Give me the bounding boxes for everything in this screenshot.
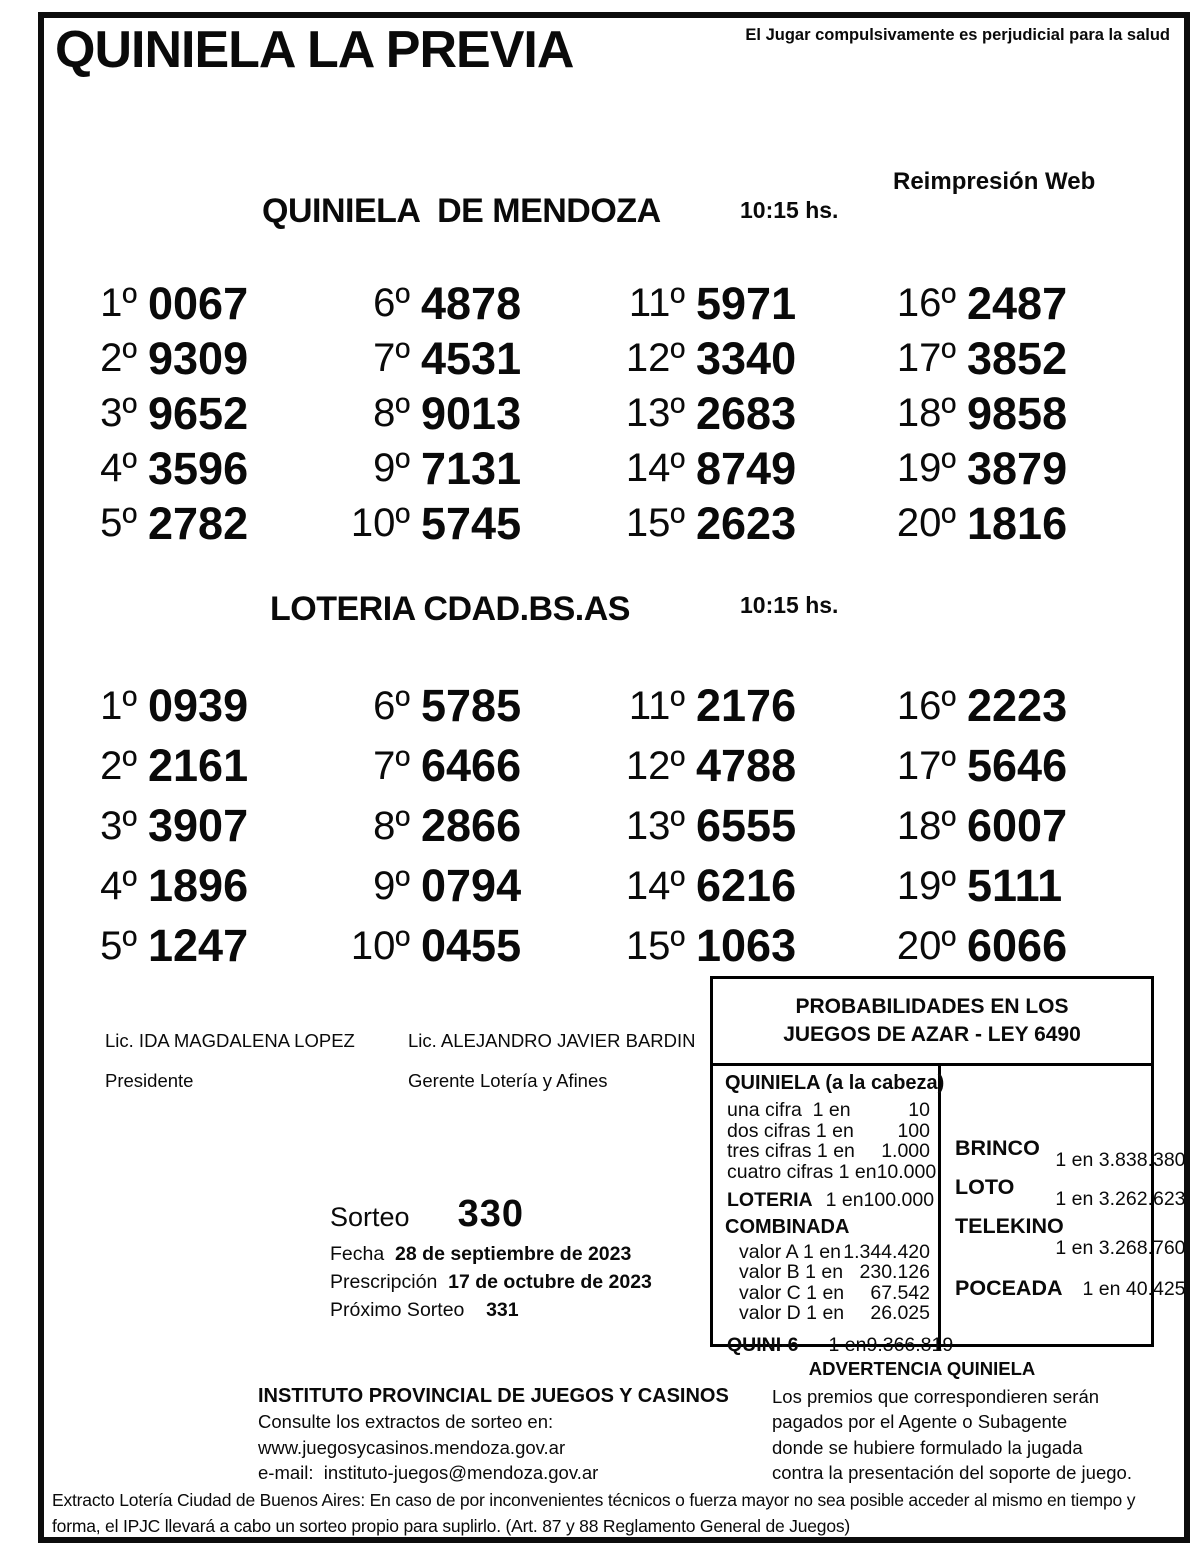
result-number: 3596: [148, 442, 249, 494]
result-number: 2623: [696, 497, 797, 549]
result-cell: [623, 276, 894, 331]
result-cell: [75, 331, 348, 386]
result-number: 1247: [148, 920, 249, 971]
result-cell: [894, 441, 1134, 496]
result-cell: [75, 856, 348, 916]
result-number: 9858: [967, 387, 1068, 439]
result-position: 7º: [373, 336, 410, 380]
result-cell: [894, 796, 1134, 856]
result-position: 2º: [100, 336, 137, 380]
result-number: 5646: [967, 740, 1068, 791]
result-number: 3879: [967, 442, 1068, 494]
result-cell: [348, 796, 623, 856]
draw-info: [330, 1193, 652, 1320]
game-time-mendoza: 10:15 hs.: [740, 197, 839, 223]
result-cell: [348, 386, 623, 441]
result-position: 1º: [100, 281, 137, 325]
result-number: 6466: [421, 740, 522, 791]
reprint-label: Reimpresión Web: [893, 168, 1096, 195]
result-position: 20º: [896, 501, 956, 545]
result-position: 7º: [373, 743, 410, 788]
result-cell: [623, 496, 894, 551]
prob-game-brinco: BRINCO 1 en 3.838.380: [955, 1136, 1186, 1171]
prob-game-poceada: POCEADA 1 en 40.425: [955, 1276, 1186, 1300]
result-cell: [894, 676, 1134, 736]
prob-row: tres cifras 1 en 1.000: [727, 1140, 930, 1162]
draw-prescription: Prescripción 17 de octubre de 2023: [330, 1271, 652, 1293]
result-position: 15º: [625, 923, 685, 968]
result-number: 1063: [696, 920, 797, 971]
game-title-mendoza: QUINIELA DE MENDOZA: [262, 192, 661, 230]
result-number: 2223: [967, 680, 1068, 731]
result-number: 4531: [421, 332, 522, 384]
probabilities-left-column: [713, 1066, 954, 1356]
result-cell: [75, 441, 348, 496]
result-cell: [623, 331, 894, 386]
result-position: 4º: [100, 446, 137, 490]
prob-game-telekino: TELEKINO 1 en 3.268.760: [955, 1214, 1186, 1259]
result-number: 7131: [421, 442, 522, 494]
result-cell: [623, 796, 894, 856]
result-position: 10º: [350, 501, 410, 545]
result-number: 0067: [148, 277, 249, 329]
result-cell: [894, 496, 1134, 551]
probabilities-right-column: [941, 1066, 1198, 1350]
institute-email: e-mail: instituto-juegos@mendoza.gov.ar: [258, 1462, 599, 1483]
result-cell: [623, 736, 894, 796]
prob-row: dos cifras 1 en 100: [727, 1119, 930, 1142]
result-number: 3340: [696, 332, 797, 384]
health-warning: El Jugar compulsivamente es perjudicial para la salud: [745, 26, 1170, 44]
result-number: 2487: [967, 277, 1068, 329]
result-position: 11º: [628, 683, 685, 728]
result-cell: [348, 676, 623, 736]
result-position: 11º: [628, 281, 685, 325]
official-role: Gerente Lotería y Afines: [408, 1070, 608, 1091]
result-position: 15º: [625, 501, 685, 545]
result-cell: [894, 331, 1134, 386]
result-cell: [75, 386, 348, 441]
institute-consult-line: Consulte los extractos de sorteo en:: [258, 1411, 554, 1432]
prob-row: cuatro cifras 1 en 10.000: [727, 1160, 937, 1183]
result-cell: [623, 441, 894, 496]
result-position: 4º: [100, 863, 137, 908]
result-cell: [894, 856, 1134, 916]
result-position: 19º: [896, 863, 956, 908]
result-position: 13º: [625, 803, 685, 848]
prob-row: valor D 1 en 26.025: [739, 1302, 930, 1324]
sorteo-number: 330: [457, 1193, 524, 1235]
result-number: 6007: [967, 800, 1068, 851]
results-grid-bsas: [75, 676, 1155, 976]
result-cell: [348, 496, 623, 551]
result-number: 8749: [696, 442, 797, 494]
probabilities-box: [710, 976, 1186, 1356]
sorteo-label: Sorteo: [330, 1202, 410, 1232]
result-position: 14º: [625, 863, 685, 908]
result-cell: [348, 736, 623, 796]
result-cell: [348, 916, 623, 976]
prob-row: valor B 1 en 230.126: [739, 1261, 930, 1283]
official-president: [105, 1030, 355, 1092]
result-position: 18º: [896, 803, 956, 848]
result-cell: [75, 676, 348, 736]
result-position: 3º: [100, 803, 137, 848]
result-cell: [348, 331, 623, 386]
page-title: QUINIELA LA PREVIA: [55, 21, 574, 79]
result-cell: [894, 386, 1134, 441]
result-position: 3º: [100, 391, 137, 435]
result-number: 1896: [148, 860, 249, 911]
result-position: 9º: [373, 863, 410, 908]
institute-website: www.juegosycasinos.mendoza.gov.ar: [258, 1436, 566, 1458]
result-number: 9013: [421, 387, 522, 439]
result-position: 19º: [896, 446, 956, 490]
result-number: 0455: [421, 920, 522, 971]
prob-row: valor A 1 en 1.344.420: [739, 1240, 930, 1263]
footer-note: Extracto Lotería Ciudad de Buenos Aires: En caso de por inconvenientes técnicos o fuerza mayor no sea posible acceder al mismo en tiempo y forma, el IPJC llevará a cabo un sorteo propio para suplirlo. (Art. 87 y 88 Reglamento General de Juegos): [52, 1490, 1136, 1536]
result-number: 5971: [696, 277, 797, 329]
result-cell: [894, 736, 1134, 796]
result-number: 6555: [696, 800, 797, 851]
institute-name: INSTITUTO PROVINCIAL DE JUEGOS Y CASINOS: [258, 1385, 729, 1407]
result-position: 14º: [625, 446, 685, 490]
results-grid-mendoza: [75, 276, 1155, 551]
combinada-rows: [725, 1242, 930, 1324]
prob-row: valor C 1 en 67.542: [739, 1281, 930, 1304]
result-cell: [75, 796, 348, 856]
institute-block: [258, 1383, 729, 1486]
result-number: 0794: [421, 860, 522, 911]
result-number: 6066: [967, 920, 1068, 971]
result-position: 6º: [373, 683, 410, 728]
result-position: 1º: [100, 683, 137, 728]
prob-row-loteria: LOTERIA 1 en 100.000: [727, 1189, 935, 1211]
result-number: 5745: [421, 497, 522, 549]
result-cell: [894, 916, 1134, 976]
result-number: 6216: [696, 860, 797, 911]
result-cell: [348, 441, 623, 496]
prob-row: una cifra 1 en 10: [727, 1099, 930, 1121]
result-cell: [348, 856, 623, 916]
result-number: 3907: [148, 800, 249, 851]
result-number: 5111: [967, 860, 1063, 911]
result-cell: [348, 276, 623, 331]
advertencia-line: Los premios que correspondieren serán: [772, 1385, 1100, 1407]
advertencia-title: ADVERTENCIA QUINIELA: [808, 1358, 1036, 1379]
result-position: 5º: [100, 923, 137, 968]
result-cell: [623, 856, 894, 916]
result-position: 8º: [373, 803, 410, 848]
result-position: 12º: [625, 336, 685, 380]
result-number: 9309: [148, 332, 249, 384]
result-number: 2683: [696, 387, 797, 439]
advertencia-line: contra la presentación del soporte de juego.: [772, 1462, 1132, 1483]
official-manager: [408, 1030, 696, 1092]
advertencia-line: donde se hubiere formulado la jugada: [772, 1436, 1083, 1458]
result-number: 9652: [148, 387, 249, 439]
quiniela-header: QUINIELA (a la cabeza): [725, 1072, 945, 1094]
result-position: 5º: [100, 501, 137, 545]
game-title-bsas: LOTERIA CDAD.BS.AS: [270, 590, 630, 628]
result-number: 2782: [148, 497, 249, 549]
result-number: 3852: [967, 332, 1068, 384]
prob-row-quini6: QUINI-6 1 en 9.366.819: [727, 1333, 954, 1356]
result-position: 10º: [350, 923, 410, 968]
result-position: 2º: [100, 743, 137, 788]
result-cell: [75, 736, 348, 796]
result-position: 17º: [896, 336, 956, 380]
official-role: Presidente: [105, 1070, 194, 1091]
result-cell: [623, 676, 894, 736]
game-time-bsas: 10:15 hs.: [740, 592, 839, 618]
result-position: 18º: [896, 391, 956, 435]
result-number: 1816: [967, 497, 1068, 549]
result-number: 2866: [421, 800, 522, 851]
result-position: 8º: [373, 391, 410, 435]
advertencia-line: pagados por el Agente o Subagente: [772, 1411, 1068, 1432]
result-position: 13º: [625, 391, 685, 435]
result-number: 4878: [421, 277, 522, 329]
draw-date: Fecha 28 de septiembre de 2023: [330, 1243, 632, 1265]
prob-game-loto: LOTO 1 en 3.262.623: [955, 1175, 1186, 1210]
result-position: 16º: [896, 281, 956, 325]
result-cell: [623, 386, 894, 441]
result-position: 12º: [625, 743, 685, 788]
result-number: 5785: [421, 680, 522, 731]
result-position: 16º: [896, 683, 956, 728]
result-number: 2161: [148, 740, 249, 791]
result-position: 9º: [373, 446, 410, 490]
result-cell: [75, 916, 348, 976]
official-name: Lic. ALEJANDRO JAVIER BARDIN: [408, 1030, 696, 1051]
draw-next: Próximo Sorteo 331: [330, 1299, 519, 1321]
result-cell: [75, 496, 348, 551]
result-position: 6º: [373, 281, 410, 325]
result-number: 2176: [696, 680, 797, 731]
advertencia-block: [772, 1356, 1164, 1486]
result-number: 4788: [696, 740, 797, 791]
combinada-header: COMBINADA: [725, 1215, 850, 1238]
result-cell: [75, 276, 348, 331]
result-number: 0939: [148, 680, 249, 731]
result-cell: [623, 916, 894, 976]
official-name: Lic. IDA MAGDALENA LOPEZ: [105, 1030, 355, 1051]
probabilities-title: PROBABILIDADES EN LOS JUEGOS DE AZAR - LEY 6490: [713, 979, 1151, 1066]
result-cell: [894, 276, 1134, 331]
result-position: 20º: [896, 923, 956, 968]
result-position: 17º: [896, 743, 956, 788]
